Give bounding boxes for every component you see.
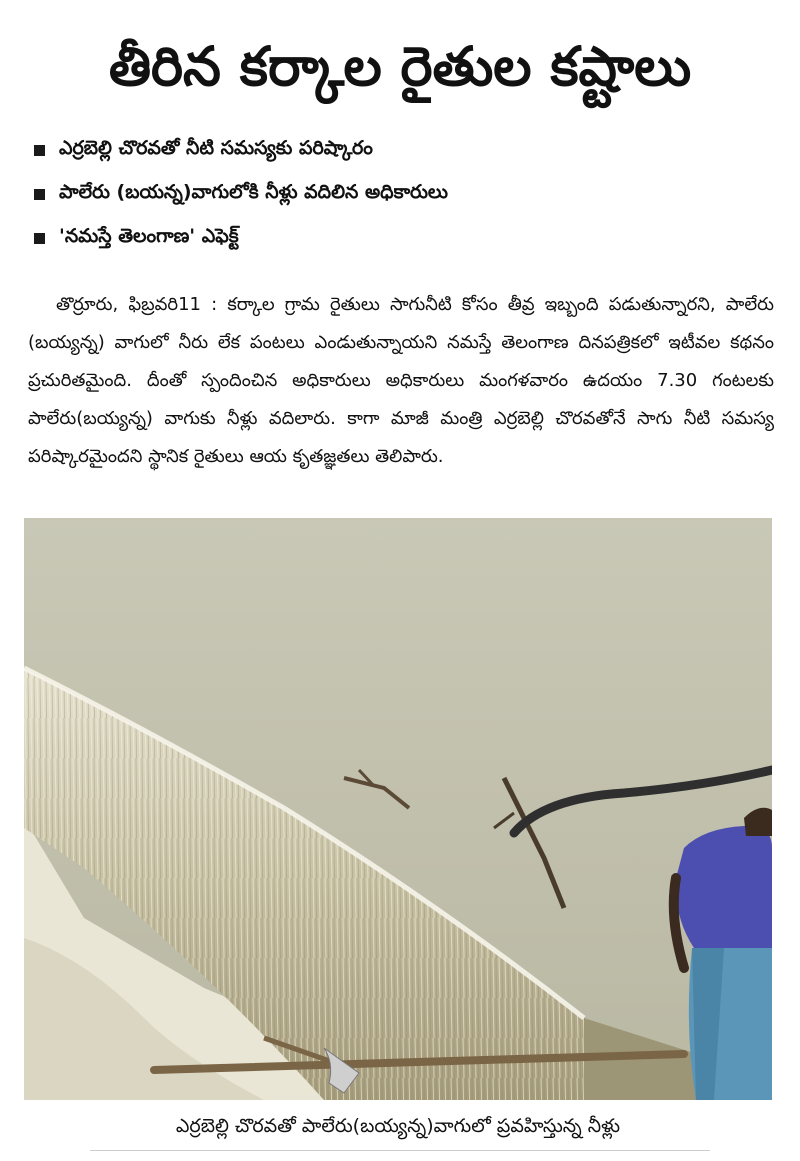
subheading-item <box>30 216 770 260</box>
square-bullet-icon <box>34 145 45 156</box>
square-bullet-icon <box>34 233 45 244</box>
subheading-item <box>30 128 770 172</box>
news-photo <box>24 518 772 1100</box>
photo-caption: ఎర్రబెల్లి చొరవతో పాలేరు(బయ్యన్న)వాగులో ప్రవహిస్తున్న నీళ్లు <box>175 1115 621 1137</box>
subheading-list <box>30 128 770 260</box>
headline: తీరిన కర్కాల రైతుల కష్టాలు <box>108 35 692 98</box>
square-bullet-icon <box>34 189 45 200</box>
subheading-item <box>30 172 770 216</box>
subheading-text: 'నమస్తే తెలంగాణ' ఎఫెక్ట్ <box>59 224 239 247</box>
caption-divider <box>90 1150 710 1151</box>
subheading-text: పాలేరు (బయన్న)వాగులోకి నీళ్లు వదిలిన అధికారులు <box>59 180 448 203</box>
subheading-text: ఎర్రబెల్లి చొరవతో నీటి సమస్యకు పరిష్కారం <box>59 136 373 159</box>
article-body: తొర్రూరు, ఫిబ్రవరి11 : కర్కాల గ్రామ రైతులు సాగునీటి కోసం తీవ్ర ఇబ్బంది పడుతున్నారని, పాలేరు (బయ్యన్న) వాగులో నీరు లేక పంటలు ఎండుతున్నాయని నమస్తే తెలంగాణ దినపత్రికలో ఇటీవల కథనం ప్రచురితమైంది. దీంతో స్పందించిన అధికారులు అధికారులు మంగళవారం ఉదయం 7.30 గంటలకు పాలేరు(బయ్యన్న) వాగుకు నీళ్లు వదిలారు. కాగా మాజీ మంత్రి ఎర్రబెల్లి చొరవతోనే సాగు నీటి సమస్య పరిష్కారమైందని స్థానిక రైతులు ఆయ కృతజ్ఞతలు తెలిపారు. <box>28 294 774 467</box>
